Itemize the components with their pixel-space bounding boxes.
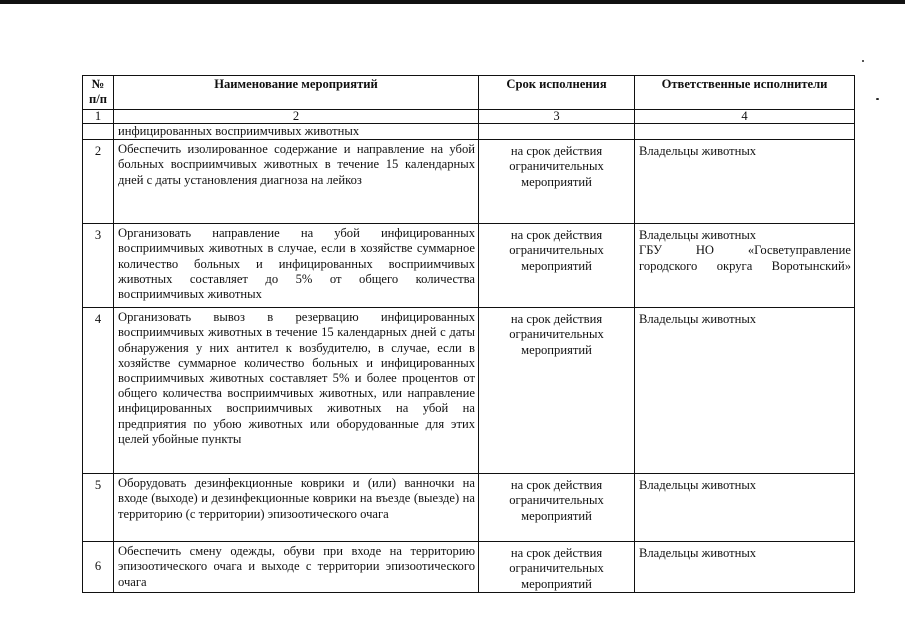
continuation-text: инфицированных восприимчивых животных [114,124,479,140]
row-number: 4 [83,308,114,474]
measure-name: Обеспечить смену одежды, обуви при входе на территорию эпизоотического очага и выходе с территории эпизоотического очага [114,542,479,593]
measure-term: на срок действия ограничительных мероприятий [479,224,635,308]
column-index: 2 [114,110,479,124]
table-row [83,140,855,224]
table-row [83,308,855,474]
table-row [83,474,855,542]
row-number: 5 [83,474,114,542]
table-row [83,224,855,308]
measure-responsible: Владельцы животных [635,542,855,593]
scan-speck [876,98,879,100]
measure-responsible [635,224,855,308]
measure-responsible: Владельцы животных [635,308,855,474]
row-number: 2 [83,140,114,224]
measures-table [82,75,855,593]
table-row [83,542,855,593]
column-index: 1 [83,110,114,124]
measure-responsible: Владельцы животных [635,140,855,224]
measure-name: Организовать направление на убой инфицированных восприимчивых животных в случае, если в хозяйстве суммарное количество больных и инфицированных восприимчивых животных составляет до 5% от общего количества восприимчивых животных [114,224,479,308]
column-index: 3 [479,110,635,124]
header-term: Срок исполнения [479,76,635,110]
measure-responsible: Владельцы животных [635,474,855,542]
table-header-row [83,76,855,110]
row-number: 3 [83,224,114,308]
responsible-line: ГБУ НО «Госветуправление городского округа Воротынский» [639,243,851,273]
measure-term: на срок действия ограничительных мероприятий [479,140,635,224]
column-index-row [83,110,855,124]
scan-top-edge [0,0,905,4]
measure-term: на срок действия ограничительных мероприятий [479,308,635,474]
measure-term: на срок действия ограничительных мероприятий [479,474,635,542]
header-responsible: Ответственные исполнители [635,76,855,110]
measure-name: Оборудовать дезинфекционные коврики и (или) ванночки на входе (выходе) и дезинфекционные коврики на въезде (выезде) на территорию (с территории) эпизоотического очага [114,474,479,542]
scan-speck [862,60,864,62]
continuation-row [83,124,855,140]
table-cell-empty [635,124,855,140]
header-name: Наименование мероприятий [114,76,479,110]
measure-term: на срок действия ограничительных мероприятий [479,542,635,593]
table-cell-empty [479,124,635,140]
header-number: № п/п [83,76,114,110]
measure-name: Обеспечить изолированное содержание и направление на убой больных восприимчивых животных в течение 15 календарных дней с даты установления диагноза на лейкоз [114,140,479,224]
responsible-line: Владельцы животных [639,228,757,243]
measure-name: Организовать вывоз в резервацию инфицированных восприимчивых животных в течение 15 календарных дней с даты обнаружения у них антител к возбудителю, в случае, если в хозяйстве суммарное количество больных и инфицированных восприимчивых животных составляет 5% и более процентов от общего количества восприимчивых животных, или направление инфицированных восприимчивых животных на убой на предприятия по убою животных или оборудованные для этих целей убойные пункты [114,308,479,474]
row-number: 6 [83,542,114,593]
table-cell-empty [83,124,114,140]
column-index: 4 [635,110,855,124]
